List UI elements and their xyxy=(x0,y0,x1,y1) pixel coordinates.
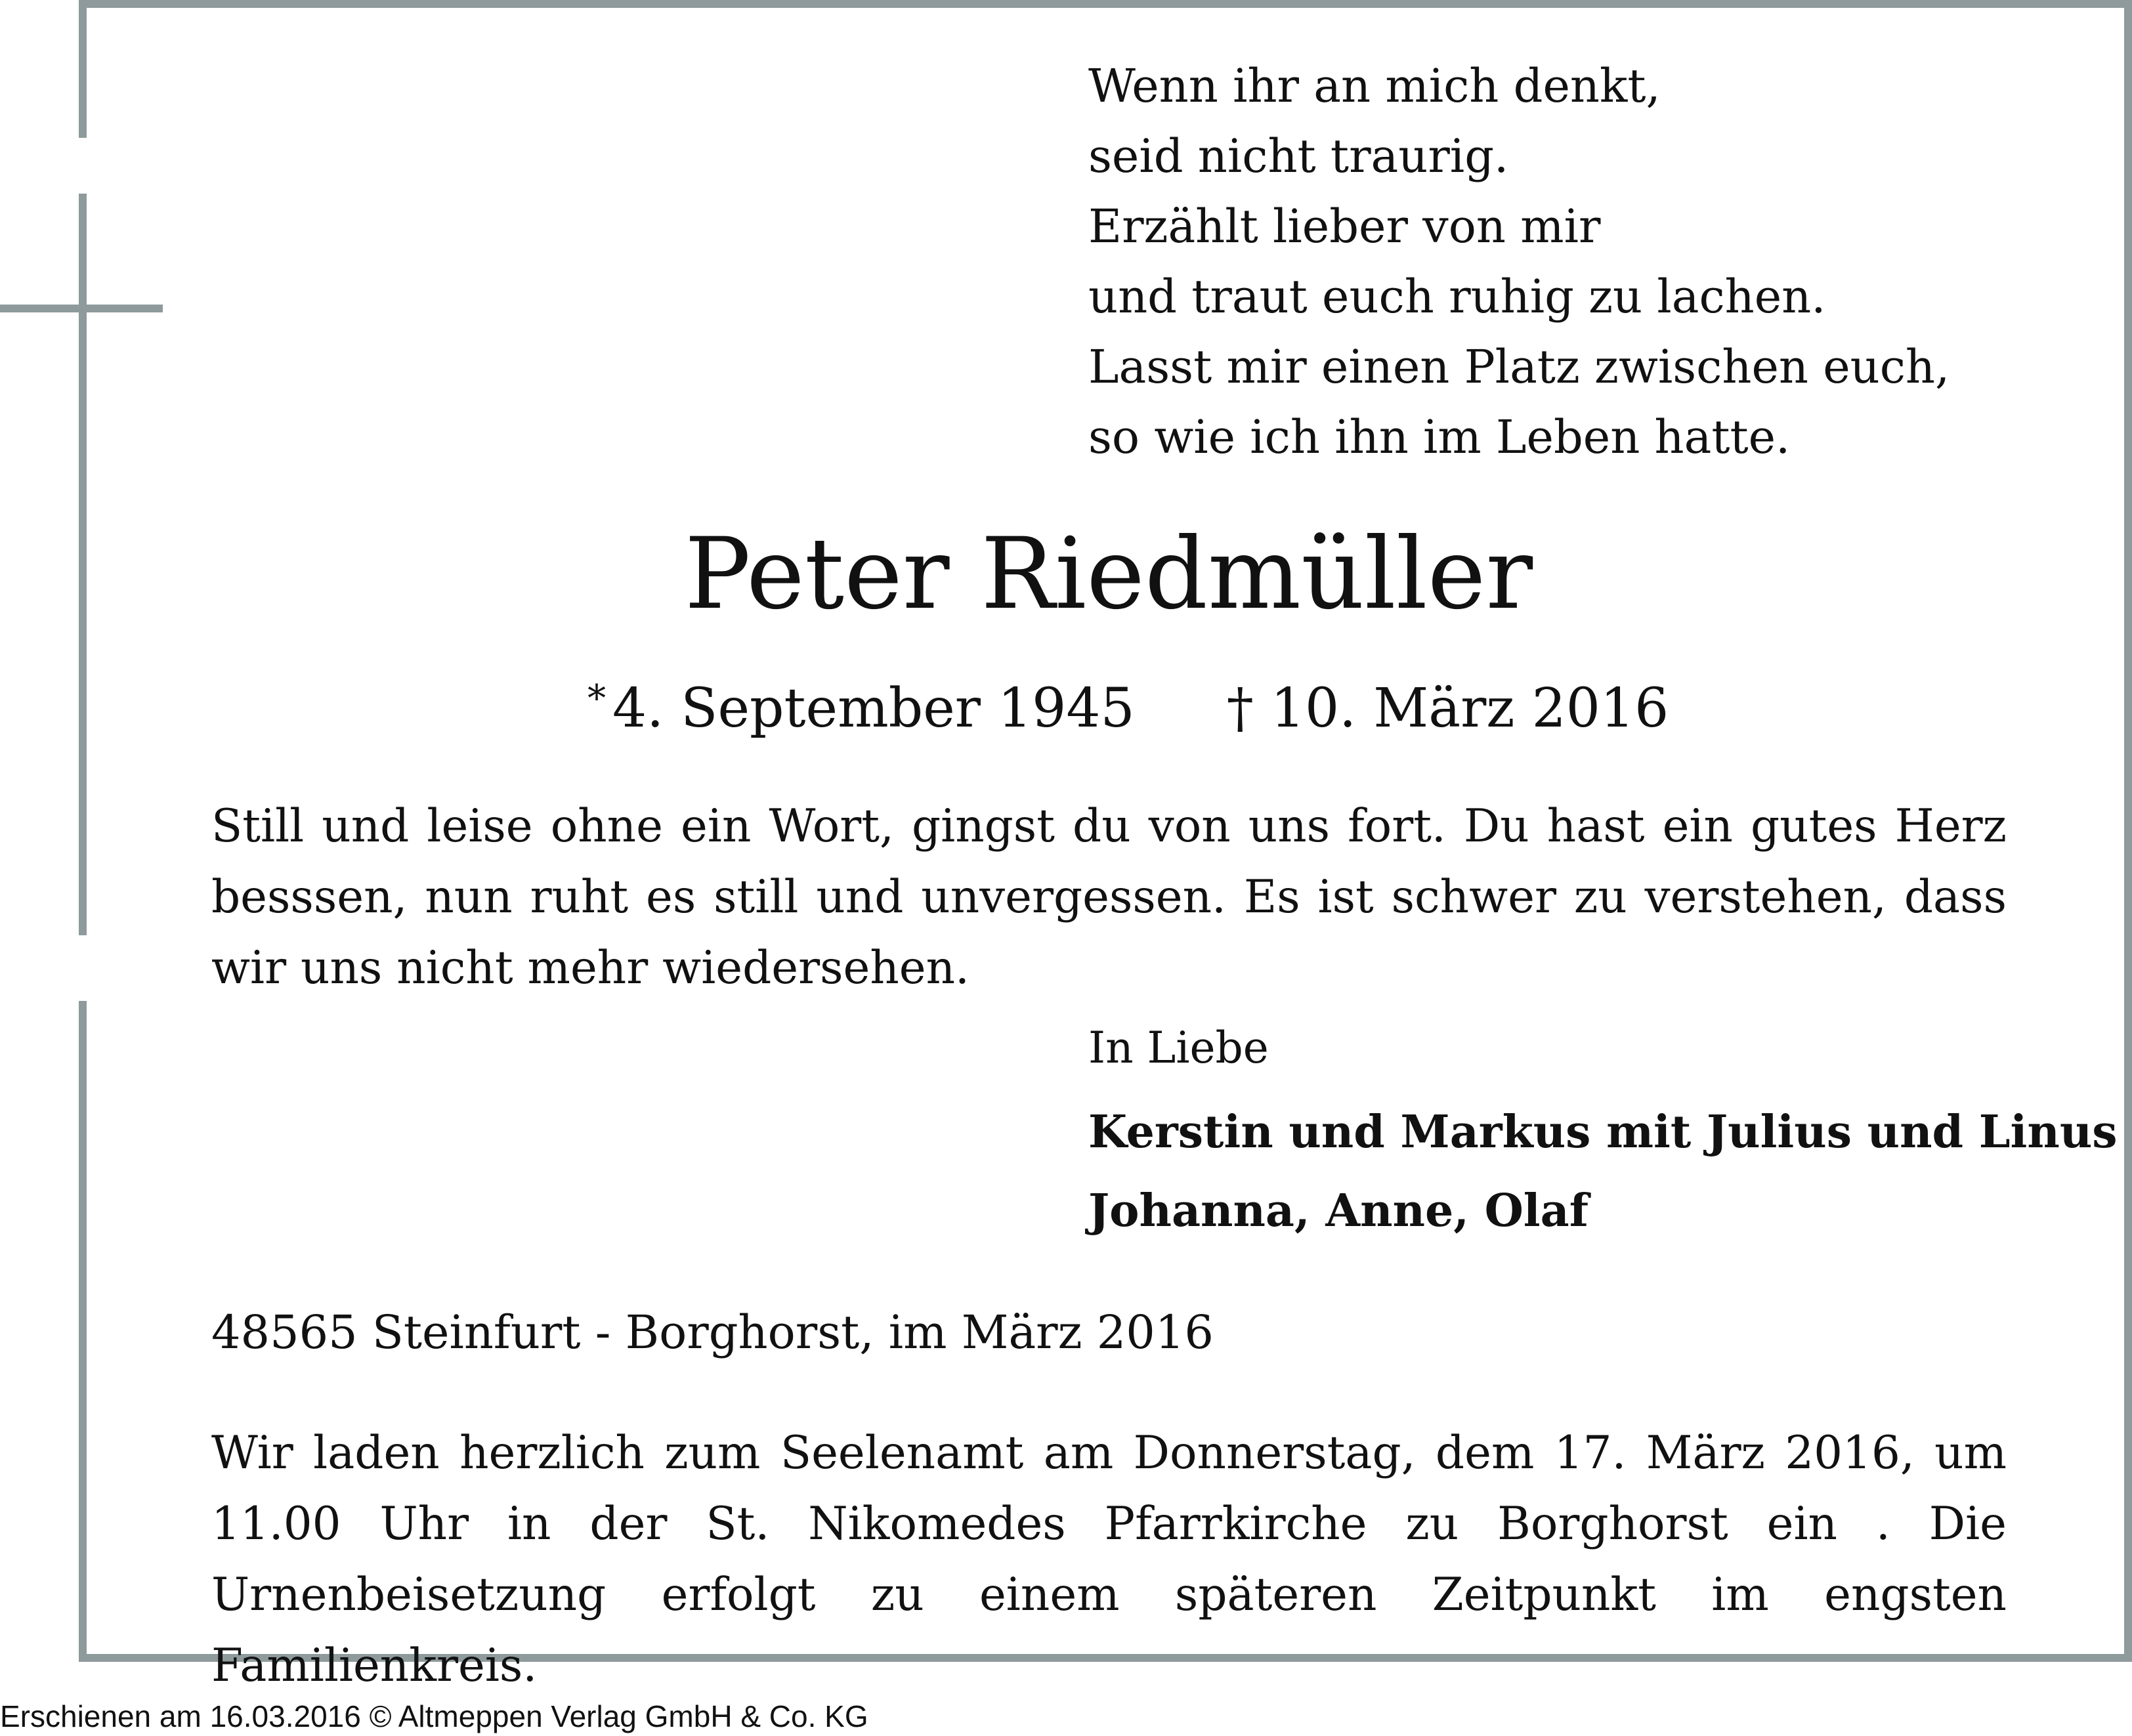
condolence-message: Still und leise ohne ein Wort, gingst du von uns fort. Du hast ein gutes Herz besssen, nun ruht es still und unvergessen. Es ist schwer zu verstehen, dass wir uns nicht mehr wiedersehen. xyxy=(211,800,2007,994)
death-date: 10. März 2016 xyxy=(1270,677,1669,740)
birth-symbol: * xyxy=(587,677,606,720)
poem-line: so wie ich ihn im Leben hatte. xyxy=(1088,410,1791,464)
poem xyxy=(1088,51,1950,473)
poem-line: und traut euch ruhig zu lachen. xyxy=(1088,270,1826,324)
frame-left-border-segment xyxy=(79,0,87,138)
frame-left-border-segment xyxy=(79,1001,87,1662)
publication-footer: Erschienen am 16.03.2016 © Altmeppen Verlag GmbH & Co. KG xyxy=(0,1699,868,1733)
birth-date: 4. September 1945 xyxy=(612,677,1135,740)
greeting: In Liebe xyxy=(1088,1023,1269,1073)
place-date: 48565 Steinfurt - Borghorst, im März 2016 xyxy=(211,1305,1214,1359)
signers xyxy=(1088,1093,2118,1250)
cross-icon xyxy=(0,305,163,312)
signer-line: Kerstin und Markus mit Julius und Linus xyxy=(1088,1106,2118,1158)
poem-line: seid nicht traurig. xyxy=(1088,129,1509,183)
death-symbol: † xyxy=(1226,677,1254,740)
funeral-invitation: Wir laden herzlich zum Seelenamt am Donnerstag, dem 17. März 2016, um 11.00 Uhr in der St. Nikomedes Pfarrkirche zu Borghorst ein . Die Urnenbeisetzung erfolgt zu einem späteren Zeitpunkt im engsten Familienkreis. xyxy=(211,1427,2007,1692)
signer-line: Johanna, Anne, Olaf xyxy=(1088,1185,1588,1237)
frame-right-border xyxy=(2124,0,2132,1662)
life-dates xyxy=(587,663,1669,745)
poem-line: Lasst mir einen Platz zwischen euch, xyxy=(1088,340,1950,394)
deceased-name: Peter Riedmüller xyxy=(684,517,1533,631)
frame-top-border xyxy=(79,0,2132,8)
poem-line: Wenn ihr an mich denkt, xyxy=(1088,59,1661,113)
poem-line: Erzählt lieber von mir xyxy=(1088,200,1601,253)
